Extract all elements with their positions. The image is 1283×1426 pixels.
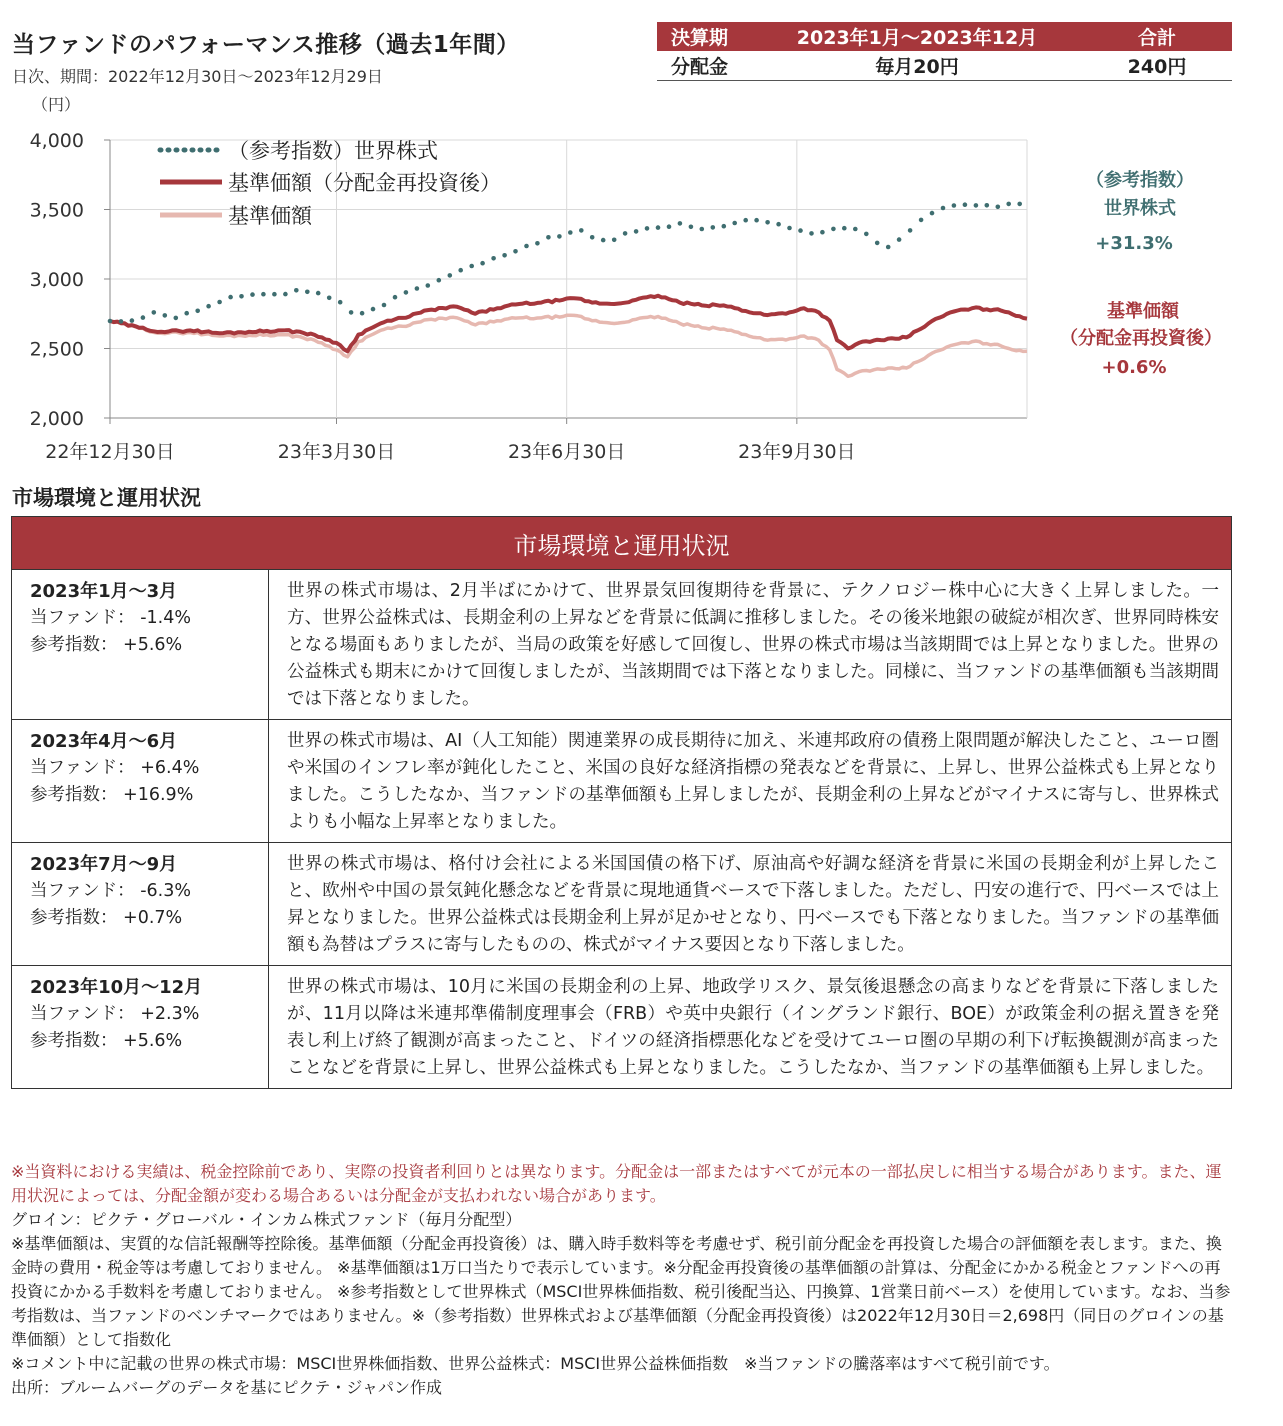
index-point bbox=[996, 205, 1001, 210]
distribution-table bbox=[657, 22, 1232, 81]
x-tick-label: 22年12月30日 bbox=[45, 441, 175, 463]
env-period-cell bbox=[12, 720, 269, 843]
env-fund-return: 当ファンド： +6.4% bbox=[30, 758, 200, 778]
index-point bbox=[765, 220, 770, 225]
index-point bbox=[776, 222, 781, 227]
index-point bbox=[206, 304, 211, 309]
dist-header-total: 合計 bbox=[1082, 22, 1232, 51]
chart-annotations bbox=[1060, 169, 1222, 378]
env-header: 市場環境と運用状況 bbox=[12, 517, 1232, 570]
index-point bbox=[1006, 202, 1011, 207]
env-period-title: 2023年10月～12月 bbox=[30, 977, 203, 998]
legend-label-index: （参考指数）世界株式 bbox=[228, 139, 438, 163]
x-tick-labels bbox=[45, 441, 855, 463]
index-point bbox=[217, 300, 222, 305]
index-point bbox=[842, 226, 847, 231]
index-point bbox=[469, 264, 474, 269]
y-tick-label: 3,000 bbox=[29, 269, 84, 291]
series-nav-line bbox=[110, 315, 1027, 376]
annotation-index-return: +31.3% bbox=[1095, 233, 1173, 254]
dist-row-total: 240円 bbox=[1082, 51, 1232, 80]
env-period-cell bbox=[12, 570, 269, 720]
index-point bbox=[809, 231, 814, 236]
index-point bbox=[656, 225, 661, 230]
env-index-return: 参考指数： +5.6% bbox=[30, 1031, 183, 1051]
index-point bbox=[382, 303, 387, 308]
section-heading: 市場環境と運用状況 bbox=[12, 486, 201, 510]
y-unit-label: （円） bbox=[32, 95, 81, 114]
index-point bbox=[404, 290, 409, 295]
index-point bbox=[667, 224, 672, 229]
x-tick-label: 23年9月30日 bbox=[738, 441, 856, 463]
index-point bbox=[612, 238, 617, 243]
index-point bbox=[294, 288, 299, 293]
index-point bbox=[601, 238, 606, 243]
index-point bbox=[897, 237, 902, 242]
source-note: 出所：ブルームバーグのデータを基にピクテ・ジャパン作成 bbox=[11, 1378, 443, 1397]
index-point bbox=[831, 227, 836, 232]
index-point bbox=[108, 319, 113, 324]
index-point bbox=[798, 228, 803, 233]
disclaimer-note: ※当資料における実績は、税金控除前であり、実際の投資者利回りとは異なります。分配金は一部またはすべてが元本の一部払戻しに相当する場合があります。また、運用状況によっては、分配金額が変わる場合あるいは分配金が支払われない場合があります。 bbox=[11, 1162, 1222, 1205]
market-environment-table bbox=[11, 516, 1232, 1089]
env-row bbox=[12, 966, 1232, 1089]
index-point bbox=[743, 218, 748, 223]
index-point bbox=[360, 311, 365, 316]
index-point bbox=[974, 203, 979, 208]
distribution-header-row bbox=[657, 22, 1232, 51]
dist-row-label: 分配金 bbox=[657, 51, 752, 80]
index-point bbox=[1017, 202, 1022, 207]
index-point bbox=[338, 300, 343, 305]
env-fund-return: 当ファンド： -1.4% bbox=[30, 608, 191, 628]
index-point bbox=[875, 241, 880, 246]
annotation-nav-return: +0.6% bbox=[1101, 357, 1167, 378]
index-point bbox=[732, 221, 737, 226]
index-point bbox=[700, 227, 705, 232]
env-description: 世界の株式市場は、格付け会社による米国国債の格下げ、原油高や好調な経済を背景に米国の長期金利が上昇したこと、欧州や中国の景気鈍化懸念などを背景に現地通貨ベースで下落しました。ただし、円安の進行で、円ベースでは上昇となりました。世界公益株式は長期金利上昇が足かせとなり、円ベースでも下落となりました。当ファンドの基準価額も為替はプラスに寄与したものの、株式がマイナス要因となり下落しました。 bbox=[269, 843, 1232, 966]
index-point bbox=[513, 249, 518, 254]
y-tick-label: 3,500 bbox=[29, 199, 84, 222]
x-tick-label: 23年6月30日 bbox=[507, 441, 626, 463]
index-point bbox=[557, 234, 562, 239]
index-point bbox=[853, 227, 858, 232]
legend-label-nav-reinvested: 基準価額（分配金再投資後） bbox=[228, 171, 501, 195]
page-title: 当ファンドのパフォーマンス推移（過去1年間） bbox=[12, 32, 520, 58]
index-point bbox=[426, 283, 431, 288]
x-tick-label: 23年3月30日 bbox=[277, 441, 396, 463]
annotation-nav-label-1: 基準価額 bbox=[1107, 301, 1179, 322]
footnotes bbox=[11, 1160, 1233, 1400]
dist-header-range: 2023年1月～2023年12月 bbox=[752, 22, 1082, 51]
index-point bbox=[678, 221, 683, 226]
env-fund-return: 当ファンド： -6.3% bbox=[30, 881, 191, 901]
fund-name-note: グロイン：ピクテ・グローバル・インカム株式ファンド（毎月分配型） bbox=[11, 1210, 522, 1229]
chart-subtitle: 日次、期間：2022年12月30日～2023年12月29日 bbox=[12, 67, 383, 86]
dist-header-period: 決算期 bbox=[657, 22, 752, 51]
index-point bbox=[952, 203, 957, 208]
env-period-cell bbox=[12, 966, 269, 1089]
env-index-return: 参考指数： +5.6% bbox=[30, 635, 183, 655]
index-point bbox=[535, 241, 540, 246]
legend-label-nav: 基準価額 bbox=[228, 204, 312, 228]
index-point bbox=[228, 295, 233, 300]
comment-note: ※コメント中に記載の世界の株式市場：MSCI世界株価指数、世界公益株式：MSCI世界公益株価指数 ※当ファンドの騰落率はすべて税引前です。 bbox=[11, 1354, 1060, 1373]
index-point bbox=[458, 268, 463, 273]
index-point bbox=[141, 315, 146, 320]
env-fund-return: 当ファンド： +2.3% bbox=[30, 1004, 200, 1024]
index-point bbox=[250, 292, 255, 297]
index-point bbox=[711, 225, 716, 230]
y-tick-label: 4,000 bbox=[29, 130, 84, 152]
index-point bbox=[963, 202, 968, 207]
index-point bbox=[195, 309, 200, 314]
chart-legend bbox=[160, 139, 501, 228]
index-point bbox=[886, 245, 891, 250]
index-point bbox=[645, 226, 650, 231]
index-point bbox=[415, 286, 420, 291]
index-point bbox=[184, 311, 189, 316]
distribution-row bbox=[657, 51, 1232, 80]
y-tick-label: 2,000 bbox=[29, 408, 84, 430]
index-point bbox=[174, 316, 179, 321]
index-point bbox=[393, 295, 398, 300]
index-point bbox=[448, 273, 453, 278]
annotation-index-label-1: （参考指数） bbox=[1086, 170, 1194, 191]
index-point bbox=[722, 224, 727, 229]
annotation-index-label-2: 世界株式 bbox=[1104, 198, 1176, 219]
index-point bbox=[524, 244, 529, 249]
index-point bbox=[919, 218, 924, 223]
index-point bbox=[316, 291, 321, 296]
index-point bbox=[239, 294, 244, 299]
index-point bbox=[579, 228, 584, 233]
index-point bbox=[568, 230, 573, 235]
index-point bbox=[349, 310, 354, 315]
y-tick-labels bbox=[30, 130, 84, 430]
index-point bbox=[283, 292, 288, 297]
index-point bbox=[930, 211, 935, 216]
index-point bbox=[119, 319, 124, 324]
nav-note: ※基準価額は、実質的な信託報酬等控除後。基準価額（分配金再投資後）は、購入時手数料等を考慮せず、税引前分配金を再投資した場合の評価額を表します。また、換金時の費用・税金等は考慮しておりません。 ※基準価額は1万口当たりで表示しています。※分配金再投資後の基準価額の計算は、分配金にかかる税金とファンドへの再投資にかかる手数料を考慮しておりません。 ※参考指数として世界株式（MSCI世界株価指数、税引後配当込、円換算、1営業日前ベース）を使用しています。なお、当参考指数は、当ファンドのベンチマークではありません。※（参考指数）世界株式および基準価額（分配金再投資後）は2022年12月30日＝2,698円（同日のグロインの基準価額）として指数化 bbox=[11, 1234, 1231, 1349]
index-point bbox=[305, 290, 310, 295]
index-point bbox=[480, 261, 485, 266]
index-point bbox=[941, 206, 946, 211]
env-row bbox=[12, 843, 1232, 966]
env-index-return: 参考指数： +0.7% bbox=[30, 908, 183, 928]
performance-chart bbox=[0, 110, 1283, 475]
series-nav-reinvested-line bbox=[110, 296, 1027, 352]
dist-row-monthly: 毎月20円 bbox=[752, 51, 1082, 80]
annotation-nav-label-2: （分配金再投資後） bbox=[1060, 328, 1222, 349]
index-point bbox=[590, 235, 595, 240]
index-point bbox=[491, 256, 496, 261]
index-point bbox=[985, 203, 990, 208]
index-point bbox=[130, 318, 135, 323]
index-point bbox=[820, 230, 825, 235]
env-period-title: 2023年4月～6月 bbox=[30, 731, 178, 752]
env-row bbox=[12, 720, 1232, 843]
index-point bbox=[754, 218, 759, 223]
env-description: 世界の株式市場は、10月に米国の長期金利の上昇、地政学リスク、景気後退懸念の高まりなどを背景に下落しましたが、11月以降は米連邦準備制度理事会（FRB）や英中央銀行（イングランド銀行、BOE）が政策金利の据え置きを発表し利上げ終了観測が高まったこと、ドイツの経済指標悪化などを受けてユーロ圏の早期の利下げ転換観測が高まったことなどを背景に上昇し、世界公益株式も上昇となりました。こうしたなか、当ファンドの基準価額も上昇しました。 bbox=[269, 966, 1232, 1089]
index-point bbox=[502, 253, 507, 258]
env-period-cell bbox=[12, 843, 269, 966]
index-point bbox=[261, 292, 266, 297]
index-point bbox=[908, 228, 913, 233]
env-index-return: 参考指数： +16.9% bbox=[30, 785, 194, 805]
index-point bbox=[152, 310, 157, 315]
env-period-title: 2023年7月～9月 bbox=[30, 854, 178, 875]
env-period-title: 2023年1月～3月 bbox=[30, 581, 178, 602]
index-point bbox=[689, 225, 694, 230]
env-description: 世界の株式市場は、AI（人工知能）関連業界の成長期待に加え、米連邦政府の債務上限問題が解決したこと、ユーロ圏や米国のインフレ率が鈍化したこと、米国の良好な経済指標の発表などを背景に、上昇し、世界公益株式も上昇となりました。こうしたなか、当ファンドの基準価額も上昇しましたが、長期金利の上昇などがマイナスに寄与し、世界株式よりも小幅な上昇率となりました。 bbox=[269, 720, 1232, 843]
index-point bbox=[864, 232, 869, 237]
index-point bbox=[327, 296, 332, 301]
index-point bbox=[787, 226, 792, 231]
env-header-row bbox=[12, 517, 1232, 570]
index-point bbox=[623, 231, 628, 236]
env-row bbox=[12, 570, 1232, 720]
env-description: 世界の株式市場は、2月半ばにかけて、世界景気回復期待を背景に、テクノロジー株中心に大きく上昇しました。一方、世界公益株式は、長期金利の上昇などを背景に低調に推移しました。その後米地銀の破綻が相次ぎ、世界同時株安となる場面もありましたが、当局の政策を好感して回復し、世界の株式市場は当該期間では上昇となりました。世界の公益株式も期末にかけて回復しましたが、当該期間では下落となりました。同様に、当ファンドの基準価額も当該期間では下落となりました。 bbox=[269, 570, 1232, 720]
index-point bbox=[634, 229, 639, 234]
y-tick-label: 2,500 bbox=[29, 338, 84, 361]
index-point bbox=[163, 313, 168, 318]
index-point bbox=[437, 278, 442, 283]
index-point bbox=[272, 292, 277, 297]
index-point bbox=[371, 307, 376, 312]
index-point bbox=[546, 235, 551, 240]
